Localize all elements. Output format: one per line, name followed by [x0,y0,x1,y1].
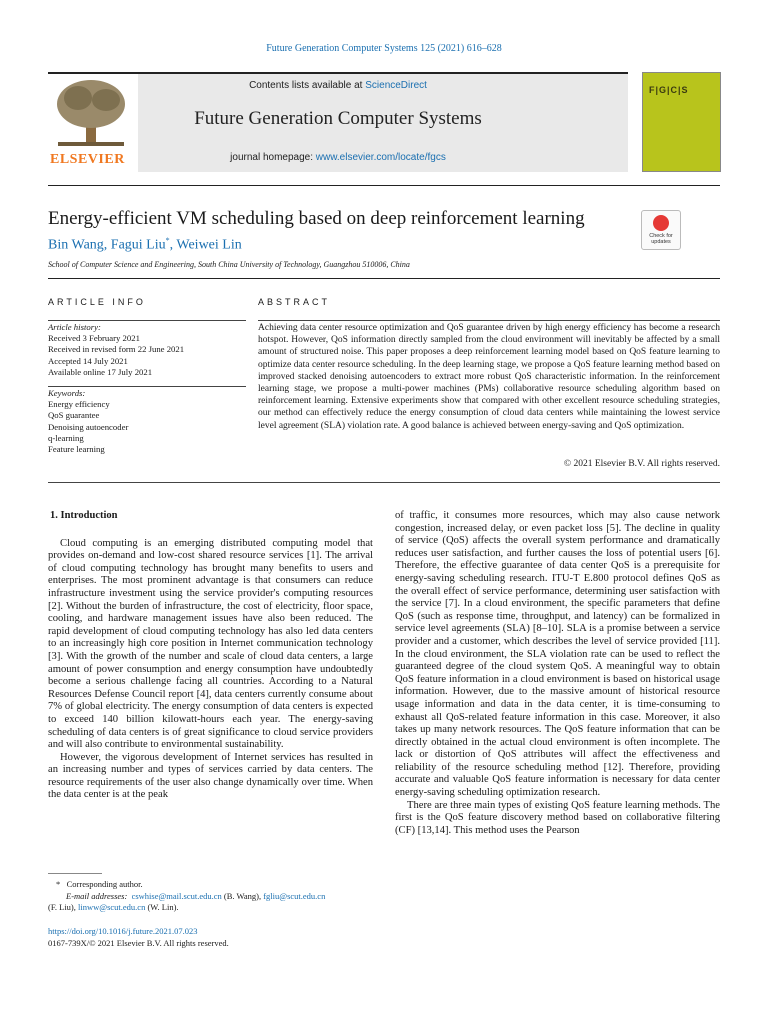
corresponding-text: Corresponding author. [66,879,143,889]
doi-block [48,926,378,949]
email-line [48,891,378,903]
keyword: Energy efficiency [48,399,110,410]
email-link[interactable]: cswhise@mail.scut.edu.cn [131,890,222,901]
author-link[interactable]: Weiwei Lin [176,237,242,253]
journal-name: Future Generation Computer Systems [194,108,482,129]
email-owner: (W. Lin). [147,902,179,912]
article-history [48,322,248,378]
check-updates-icon [653,215,669,231]
check-for-updates-button[interactable] [641,210,681,250]
publisher-wordmark: ELSEVIER [50,152,125,167]
keywords [48,388,248,455]
abstract-copyright: © 2021 Elsevier B.V. All rights reserved. [563,459,720,469]
homepage-link[interactable]: www.elsevier.com/locate/fgcs [315,152,446,163]
received-date: Received 3 February 2021 [48,333,140,344]
body-paragraph: However, the vigorous development of Internet services has resulted in an increasing number and types of services carried by data centers. The resource requirements of the user also change dynamically over time. When the data center is at the peak [48,751,373,801]
doi-link[interactable]: https://doi.org/10.1016/j.future.2021.07.023 [48,926,198,936]
check-updates-label: Check for updates [649,233,673,245]
homepage-line [48,152,628,163]
left-column [48,510,373,802]
journal-banner [48,72,628,172]
homepage-prefix: journal homepage: [230,152,316,163]
journal-citation[interactable]: Future Generation Computer Systems 125 (2021) 616–628 [266,43,502,54]
keyword: q-learning [48,432,84,443]
email-link[interactable]: fgliu@scut.edu.cn [263,890,326,901]
corresponding-mark[interactable]: * [165,236,170,245]
divider [48,386,246,387]
issn-line: 0167-739X/© 2021 Elsevier B.V. All rights reserved. [48,937,229,948]
keywords-label: Keywords: [48,388,86,398]
keyword: QoS guarantee [48,410,100,421]
author-link[interactable]: Bin Wang [48,237,104,253]
affiliation: School of Computer Science and Engineering, South China University of Technology, Guangzhou 510006, China [48,260,410,269]
journal-cover-image[interactable] [642,72,721,172]
right-column [395,510,720,837]
email-owner: (F. Liu), [48,902,76,912]
contents-line [48,80,628,91]
email-owner: (B. Wang), [223,890,262,901]
history-label: Article history: [48,322,101,332]
keyword: Feature learning [48,444,105,455]
cover-title: F|G|C|S [649,85,689,95]
abstract-heading: ABSTRACT [258,297,331,307]
email-line [48,902,378,914]
author-list: Bin Wang, Fagui Liu*, Weiwei Lin [48,236,242,253]
body-paragraph: There are three main types of existing QoS feature learning methods. The first is the QoS feature discovery method based on collaborative filtering (CF) [13,14]. This method uses the Pearson [395,799,720,836]
section-heading: 1. Introduction [50,510,118,521]
email-link[interactable]: linww@scut.edu.cn [78,902,146,912]
body-paragraph: Cloud computing is an emerging distributed computing model that provides on-demand and low-cost shared resource services [1]. The arrival of cloud computing technology has brought many benefits to users and enterprises. The most prominent advantage is that consumers can reduce infrastructure investment using the service provider's computing resources [2]. Without the burden of infrastructure, the cost of electricity, floor space, cooling, and hardware management issues have also been reduced. The rapid development of cloud computing technology has also led data centers to an increasingly high core position in Internet communication technology [3]. With the growth of the number and scale of cloud data centers, a large amount of power consumption and energy consumption have undoubtedly become a serious challenge facing all countries. According to a Natural Resources Defense Council report [4], data centers currently consume about 7% of global electricity. The energy consumption of data centers is expected to exceed 140 billion kilowatt-hours each year. The energy-saving scheduling of data centers is of great significance to cloud service providers and will also contribute to environmental sustainability. [48,537,373,751]
sciencedirect-link[interactable]: ScienceDirect [365,80,427,91]
author-link[interactable]: Fagui Liu [110,237,166,253]
keyword: Denoising autoencoder [48,421,129,432]
divider [258,320,720,321]
divider [48,278,720,279]
footnotes [48,879,378,914]
abstract-text: Achieving data center resource optimization and QoS guarantee driven by high energy efficiency has become a research hotspot. However, QoS information directly sampled from the cloud environment will inevitably be affected by a small amount of structured noise. This paper proposes a deep reinforcement learning model based on QoS feature learning to optimize data center resource scheduling. In the deep learning stage, we propose a QoS feature learning method based on improved stacked denoising autoencoders to extract more robust QoS characteristic information. In the reinforcement learning stage, we propose a multi-power machines (PMs) collaborative resource scheduling algorithm based on reinforcement learning. Extensive experiments show that compared with other excellent resource scheduling strategies, our method can effectively reduce the energy consumption of cloud data centers while maintaining the lowest service level agreement (SLA) violation rate. A good balance is achieved between energy-saving and QoS optimization. [258,323,720,431]
divider [48,482,720,483]
divider [48,320,246,321]
online-date: Available online 17 July 2021 [48,366,153,377]
footnote-mark: * [56,879,61,889]
paper-title: Energy-efficient VM scheduling based on deep reinforcement learning [48,208,585,229]
divider [48,185,720,186]
contents-prefix: Contents lists available at [249,80,366,91]
email-label: E-mail addresses: [66,890,128,901]
corresponding-note [48,879,378,891]
footnote-rule [48,873,102,874]
accepted-date: Accepted 14 July 2021 [48,355,128,366]
revised-date: Received in revised form 22 June 2021 [48,344,185,355]
body-paragraph: of traffic, it consumes more resources, which may also cause network congestion, increased delay, or even packet loss [5]. The decline in quality of service (QoS) affects the overall system performance and dramatically reduces user satisfaction, and further causes the loss of potential users [6]. Therefore, the effective guarantee of data center QoS is a prerequisite for energy-saving scheduling research. ITU-T E.800 protocol defines QoS as the overall effect of service performance, determining user satisfaction with the service [7]. In a cloud environment, the specific parameters that define QoS (such as response time, throughput, and latency) can be formalized in service level agreements (SLA) [8–10]. SLA is a promise between a service provider and a customer, which describes the level of service provided [11]. In the cloud environment, the SLA violation rate can be used to reflect the guaranteed degree of the cloud system QoS. A meaningful way to obtain QoS feature information in a cloud environment is based on historical usage information. However, due to the massive amount of historical resource usage information and data in the data center, it is time-consuming to exhaust all QoS-related feature information in this case. Moreover, it also takes up many network resources. The QoS feature information that can be directly obtained in the actual cloud environment is often incomplete. The lack or distortion of QoS attributes will affect the effectiveness and reliability of the resource scheduling method [12]. Therefore, providing accurate and valuable QoS feature information is necessary for data center energy-saving scheduling optimization research. [395,510,720,799]
article-info-heading: ARTICLE INFO [48,297,146,307]
